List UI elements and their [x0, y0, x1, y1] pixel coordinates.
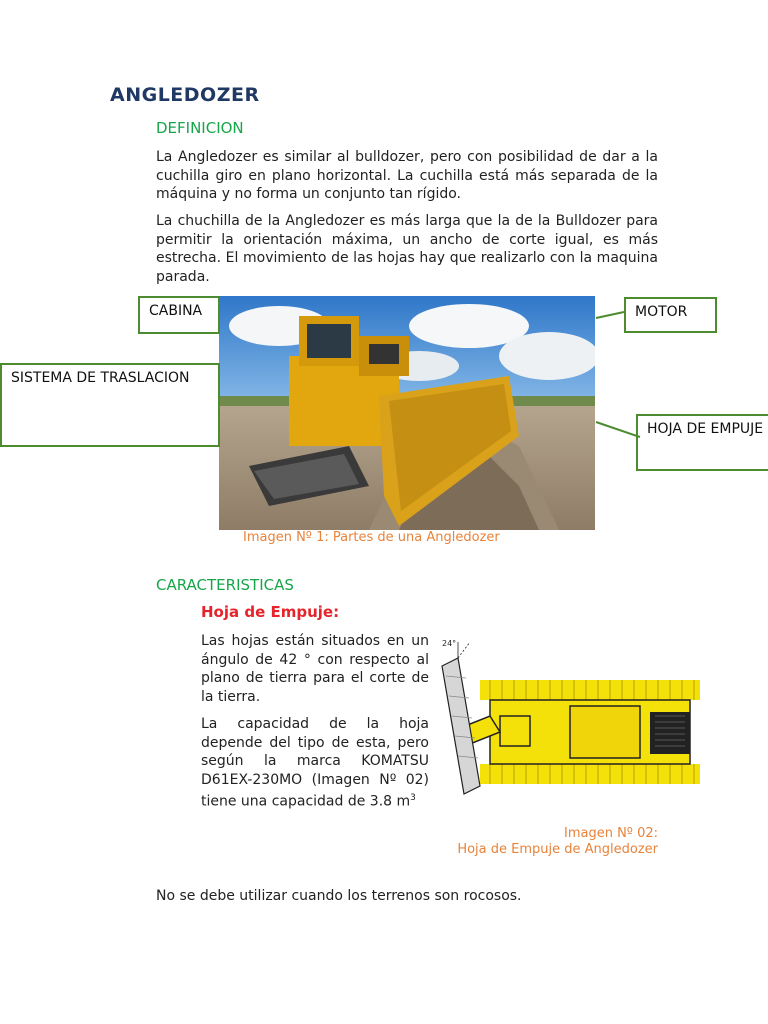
definicion-paragraph-1: La Angledozer es similar al bulldozer, pero con posibilidad de dar a la cuchilla giro en plano horizontal. La cuchilla está más separada de la máquina y no forma un conjunto tan rígido. — [156, 149, 658, 202]
page-title: ANGLEDOZER — [110, 84, 260, 106]
caracteristicas-paragraph-1: Las hojas están situados en un ángulo de 42 ° con respecto al plano de tierra para el corte de la tierra. — [201, 633, 429, 705]
callout-hoja-empuje: HOJA DE EMPUJE — [636, 414, 768, 471]
callout-cabina: CABINA — [138, 296, 220, 334]
hoja-empuje-subheading: Hoja de Empuje: — [201, 603, 340, 621]
figure1-caption: Imagen Nº 1: Partes de una Angledozer — [243, 530, 500, 545]
section-caracteristicas-heading: CARACTERISTICAS — [156, 576, 294, 594]
cubic-superscript: 3 — [410, 793, 416, 803]
callout-sistema-traslacion: SISTEMA DE TRASLACION — [0, 363, 220, 447]
footer-note: No se debe utilizar cuando los terrenos son rocosos. — [156, 888, 522, 904]
figure2-caption-line2: Hoja de Empuje de Angledozer — [457, 842, 658, 857]
diagram-angle-label: 24° — [442, 639, 457, 648]
section-definicion-heading: DEFINICION — [156, 119, 244, 137]
definicion-paragraph-2: La chuchilla de la Angledozer es más larga que la de la Bulldozer para permitir la orientación máxima, un ancho de corte igual, es más estrecha. El movimiento de las hojas hay que realizarlo con la maquina parada. — [156, 213, 658, 285]
capacity-text: La capacidad de la hoja depende del tipo de esta, pero según la marca KOMATSU D61EX-230MO (Imagen Nº 02) tiene una capacidad de 3.8 m — [201, 716, 429, 810]
figure2-caption-line1: Imagen Nº 02: — [564, 826, 658, 841]
callout-motor: MOTOR — [624, 297, 717, 333]
caracteristicas-paragraph-2 — [201, 715, 429, 811]
blade-diagram — [440, 636, 700, 796]
